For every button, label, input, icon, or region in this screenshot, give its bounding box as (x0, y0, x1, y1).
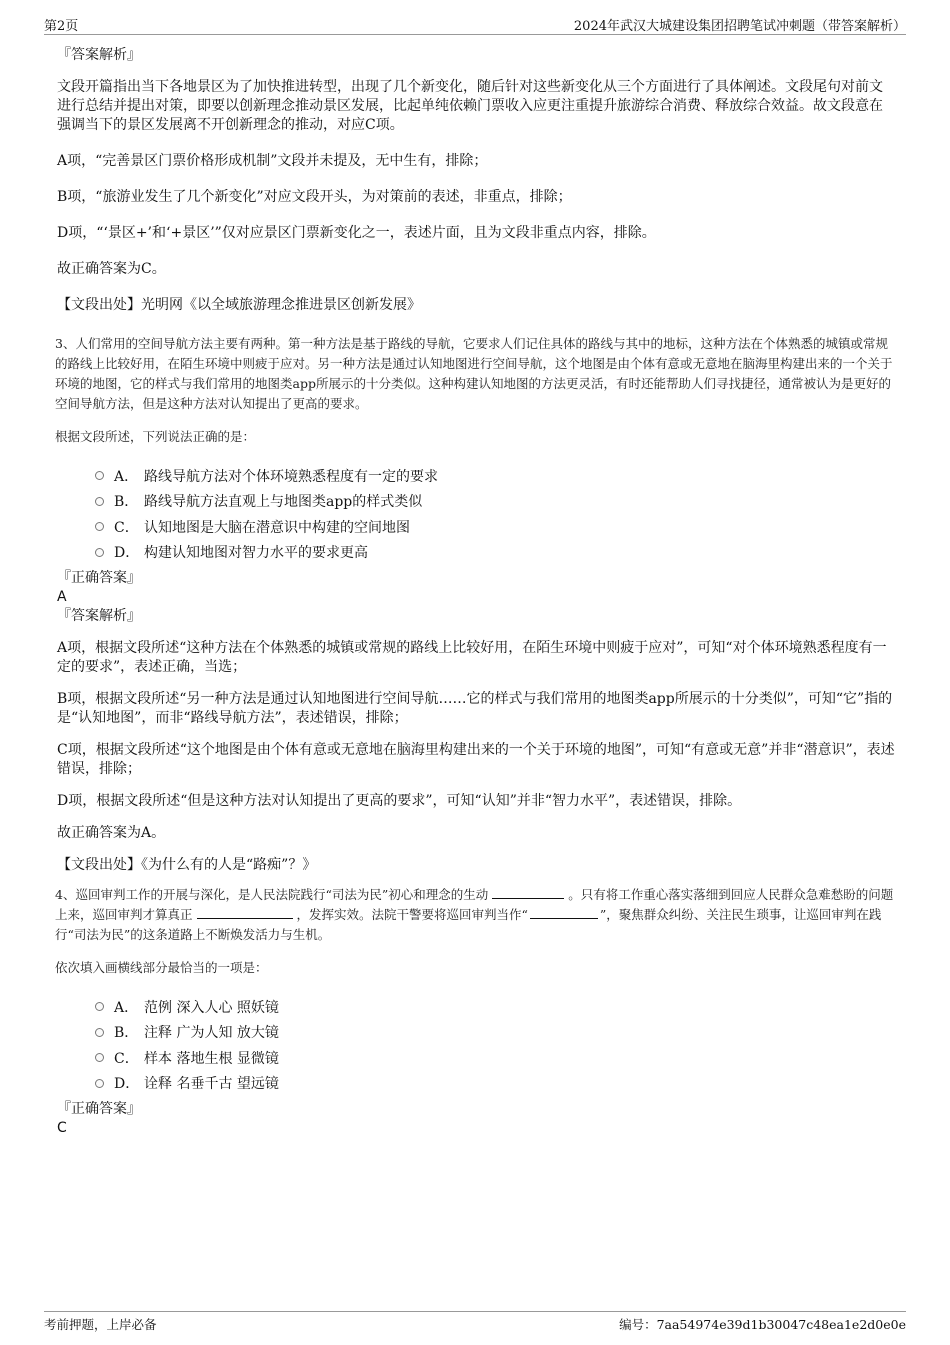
q2-analysis-a: A项，“完善景区门票价格形成机制”文段并未提及，无中生有，排除； (57, 153, 488, 169)
page-number: 第2页 (44, 19, 79, 34)
q3-analysis-c: C项，根据文段所述“这个地图是由个体有意或无意地在脑海里构建出来的一个关于环境的地图”，可知“有意或无意”并非“潜意识”，表述错误，排除； (57, 742, 895, 777)
q3-analysis-a: A项，根据文段所述“这种方法在个体熟悉的城镇或常规的路线上比较好用，在陌生环境中则疲于应对”，可知“对个体环境熟悉程度有一定的要求”，表述正确，当选； (57, 640, 887, 675)
q3-answer: A (57, 589, 67, 605)
q2-analysis-text: 文段开篇指出当下各地景区为了加快推进转型，出现了几个新变化，随后针对这些新变化从三个方面进行了具体阐述。文段尾句对前文进行总结并提出对策，即要以创新理念推动景区发展，比起单纯依赖门票收入应更注重提升旅游综合消费、释放综合效益。故文段意在强调当下的景区发展离不开创新理念的推动，对应C项。 (57, 79, 883, 133)
q2-analysis-label: 『答案解析』 (57, 47, 141, 63)
radio-icon[interactable] (95, 471, 104, 480)
q3-option-a[interactable]: A． 路线导航方法对个体环境熟悉程度有一定的要求 (95, 463, 895, 489)
blank-2 (197, 906, 293, 919)
q3-analysis-label: 『答案解析』 (57, 608, 141, 624)
q2-conclusion: 故正确答案为C。 (57, 261, 166, 277)
q3-options (57, 463, 895, 565)
q3-answer-label: 『正确答案』 (57, 570, 141, 586)
page-content (57, 46, 895, 1138)
q4-option-b[interactable]: B． 注释 广为人知 放大镜 (95, 1020, 895, 1046)
q3-option-b[interactable]: B． 路线导航方法直观上与地图类app的样式类似 (95, 489, 895, 515)
blank-3 (530, 906, 598, 919)
q2-source: 【文段出处】光明网《以全域旅游理念推进景区创新发展》 (57, 297, 421, 313)
radio-icon[interactable] (95, 497, 104, 506)
q3-conclusion: 故正确答案为A。 (57, 825, 166, 841)
q4-answer-label: 『正确答案』 (57, 1101, 141, 1117)
q4-options (57, 994, 895, 1096)
radio-icon[interactable] (95, 1028, 104, 1037)
radio-icon[interactable] (95, 1079, 104, 1088)
q4-answer: C (57, 1120, 67, 1136)
page-footer (44, 1311, 906, 1334)
footer-slogan: 考前押题，上岸必备 (44, 1317, 157, 1332)
q2-analysis-b: B项，“旅游业发生了几个新变化”对应文段开头，为对策前的表述，非重点，排除； (57, 189, 572, 205)
page-header (44, 14, 906, 35)
document-title: 2024年武汉大城建设集团招聘笔试冲刺题（带答案解析） (573, 19, 906, 34)
blank-1 (492, 886, 564, 899)
q4-option-c[interactable]: C． 样本 落地生根 显微镜 (95, 1045, 895, 1071)
document-id: 编号：7aa54974e39d1b30047c48ea1e2d0e0e (619, 1317, 906, 1332)
q2-analysis-d: D项，“‘景区+’和‘+景区’”仅对应景区门票新变化之一，表述片面，且为文段非重点内容，排除。 (57, 225, 656, 241)
q3-source: 【文段出处】《为什么有的人是“路痴”？》 (57, 857, 317, 873)
radio-icon[interactable] (95, 548, 104, 557)
q3-stem: 3、人们常用的空间导航方法主要有两种。第一种方法是基于路线的导航，它要求人们记住具体的路线与其中的地标，这种方法在个体熟悉的城镇或常规的路线上比较好用，在陌生环境中则疲于应对。另一种方法是通过认知地图进行空间导航，这个地图是由个体有意或无意地在脑海里构建出来的一个关于环境的地图，它的样式与我们常用的地图类app所展示的十分类似。这种构建认知地图的方法更灵活，有时还能帮助人们寻找捷径，通常被认为是更好的空间导航方法，但是这种方法对认知提出了更高的要求。 (55, 336, 893, 411)
q4-option-d[interactable]: D． 诠释 名垂千古 望远镜 (95, 1071, 895, 1097)
q4-prompt: 依次填入画横线部分最恰当的一项是： (55, 960, 268, 975)
radio-icon[interactable] (95, 522, 104, 531)
q4-stem: 4、巡回审判工作的开展与深化，是人民法院践行“司法为民”初心和理念的生动 。只有将工作重心落实落细到回应人民群众急难愁盼的问题上来，巡回审判才算真正 ，发挥实效。法院干警要将巡回审判当作“ ”，聚焦群众纠纷、关注民生琐事，让巡回审判在践行“司法为民”的这条道路上不断焕发活力与生机。 (55, 887, 894, 942)
q3-option-d[interactable]: D． 构建认知地图对智力水平的要求更高 (95, 540, 895, 566)
q3-analysis-d: D项，根据文段所述“但是这种方法对认知提出了更高的要求”，可知“认知”并非“智力水平”，表述错误，排除。 (57, 793, 742, 809)
q3-option-c[interactable]: C． 认知地图是大脑在潜意识中构建的空间地图 (95, 514, 895, 540)
radio-icon[interactable] (95, 1053, 104, 1062)
q4-option-a[interactable]: A． 范例 深入人心 照妖镜 (95, 994, 895, 1020)
radio-icon[interactable] (95, 1002, 104, 1011)
q3-analysis-b: B项，根据文段所述“另一种方法是通过认知地图进行空间导航……它的样式与我们常用的地图类app所展示的十分类似”，可知“它”指的是“认知地图”，而非“路线导航方法”，表述错误，排除； (57, 691, 893, 726)
q3-prompt: 根据文段所述，下列说法正确的是： (55, 429, 256, 444)
